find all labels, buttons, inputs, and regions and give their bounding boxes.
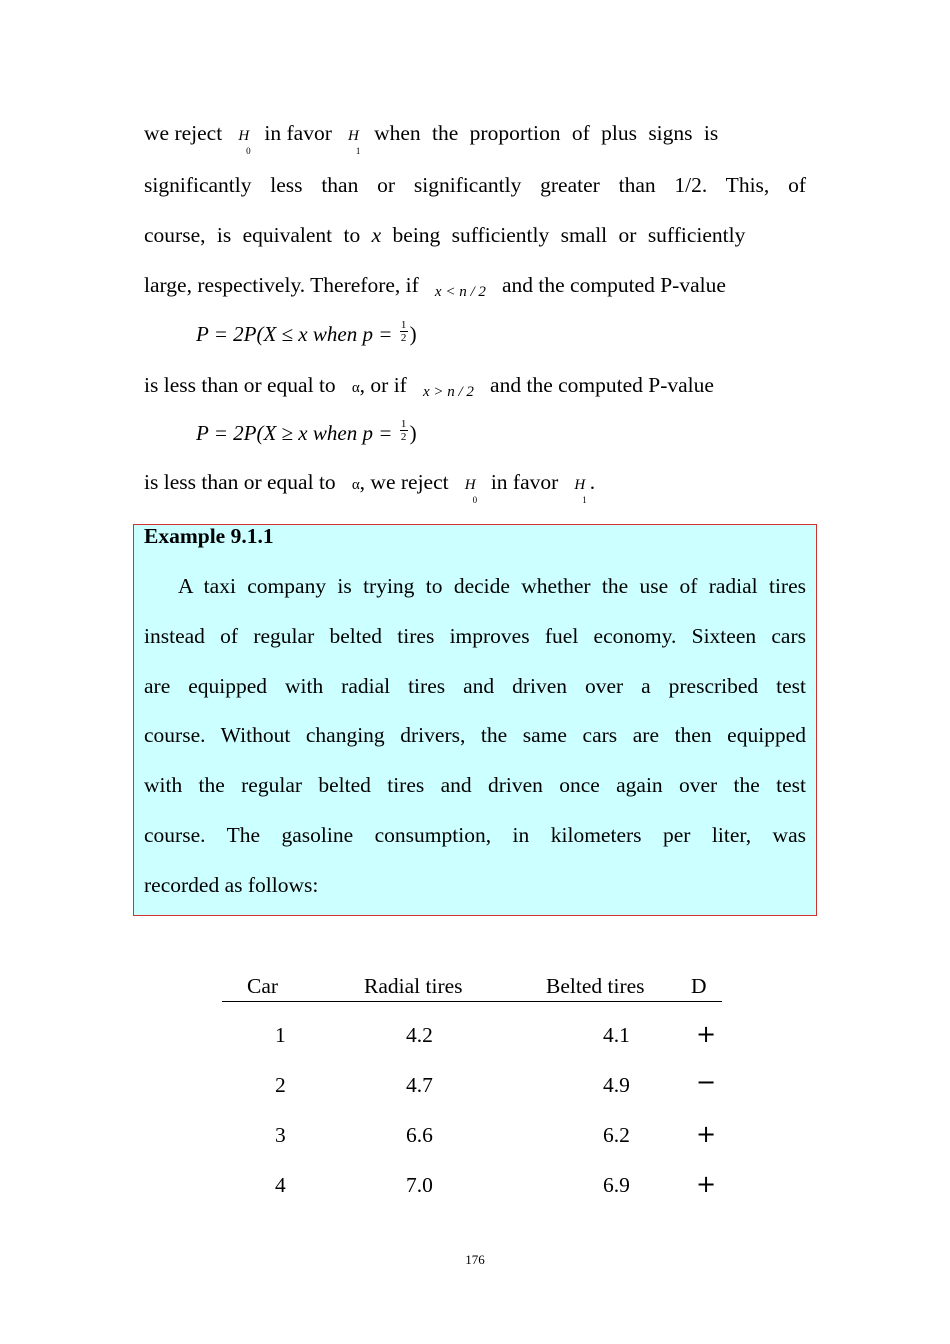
table-header-rule — [222, 1001, 722, 1002]
equation-lhs: P = 2P(X ≤ x when p = — [196, 322, 398, 346]
text-span: large, respectively. Therefore, if — [144, 273, 419, 297]
math-subscript: 1 — [355, 146, 361, 156]
math-h0: H — [464, 477, 476, 493]
fraction-denominator: 2 — [400, 332, 407, 344]
text-span: A taxi company is trying to decide whether the use of radial tires — [178, 574, 806, 598]
example-line-3: are equipped with radial tires and driven over a prescribed test — [144, 674, 806, 698]
paragraph-line-5 — [144, 372, 806, 401]
math-h1: H — [348, 128, 359, 144]
text-span: is less than or equal to — [144, 470, 336, 494]
text-span: and the computed P-value — [490, 373, 714, 397]
cell-radial: 4.2 — [406, 1023, 433, 1047]
cell-belted: 4.1 — [603, 1023, 630, 1047]
equation-1 — [196, 320, 417, 347]
equation-lhs: P = 2P(X ≥ x when p = — [196, 421, 398, 445]
cell-sign: + — [696, 1120, 717, 1148]
example-line-5: with the regular belted tires and driven once again over the test — [144, 773, 806, 797]
example-line-2: instead of regular belted tires improves fuel economy. Sixteen cars — [144, 624, 806, 648]
math-alpha: α — [351, 477, 360, 493]
cell-radial: 7.0 — [406, 1173, 433, 1197]
fraction-numerator: 1 — [400, 418, 407, 430]
paragraph-line-1 — [144, 120, 806, 156]
paragraph-line-3 — [144, 222, 806, 248]
math-condition: x > n / 2 — [422, 384, 474, 400]
text-span: , or if — [359, 373, 407, 397]
fraction-denominator: 2 — [400, 431, 407, 443]
text-span: we reject — [144, 121, 223, 145]
cell-car: 4 — [275, 1173, 286, 1197]
text-span: when the proportion of plus signs is — [374, 121, 719, 145]
math-h0: H — [238, 128, 250, 144]
example-line-6: course. The gasoline consumption, in kilometers per liter, was — [144, 823, 806, 847]
example-line-7: recorded as follows: — [144, 873, 319, 897]
math-subscript: 0 — [246, 146, 251, 156]
math-h1: H — [574, 477, 586, 493]
math-subscript: 1 — [582, 495, 587, 505]
page-number: 176 — [465, 1252, 485, 1267]
cell-belted: 6.9 — [603, 1173, 630, 1197]
cell-sign: − — [696, 1068, 717, 1096]
text-span: course, is equivalent to — [144, 223, 361, 247]
cell-radial: 6.6 — [406, 1123, 433, 1147]
text-span: and the computed P-value — [502, 273, 726, 297]
equation-2 — [196, 419, 417, 446]
text-span: in favor — [264, 121, 332, 145]
cell-sign: + — [696, 1170, 717, 1198]
example-line-1 — [144, 573, 806, 599]
math-alpha: α — [351, 380, 360, 396]
paragraph-line-2: significantly less than or significantly greater than 1/2. This, of — [144, 173, 806, 197]
paragraph-line-4 — [144, 272, 806, 301]
math-condition: x < n / 2 — [434, 284, 486, 300]
math-x: x — [371, 223, 382, 247]
equation-rhs: ) — [409, 421, 417, 445]
fraction — [398, 320, 410, 344]
example-line-4: course. Without changing drivers, the same cars are then equipped — [144, 723, 806, 747]
math-subscript: 0 — [472, 495, 478, 505]
header-car: Car — [247, 974, 279, 998]
text-span: . — [589, 470, 596, 494]
text-span: , we reject — [359, 470, 449, 494]
cell-car: 3 — [275, 1123, 286, 1147]
cell-sign: + — [696, 1020, 717, 1048]
text-span: being sufficiently small or sufficiently — [392, 223, 746, 247]
header-d: D — [691, 974, 707, 998]
equation-rhs: ) — [409, 322, 417, 346]
cell-radial: 4.7 — [406, 1073, 433, 1097]
header-belted: Belted tires — [546, 974, 645, 998]
text-span: in favor — [490, 470, 559, 494]
cell-belted: 6.2 — [603, 1123, 630, 1147]
fraction — [398, 419, 410, 443]
text-span: is less than or equal to — [144, 373, 336, 397]
fraction-numerator: 1 — [400, 319, 407, 331]
cell-car: 2 — [275, 1073, 286, 1097]
example-title: Example 9.1.1 — [144, 524, 274, 548]
cell-belted: 4.9 — [603, 1073, 630, 1097]
header-radial: Radial tires — [364, 974, 463, 998]
paragraph-line-6 — [144, 469, 806, 505]
cell-car: 1 — [275, 1023, 286, 1047]
